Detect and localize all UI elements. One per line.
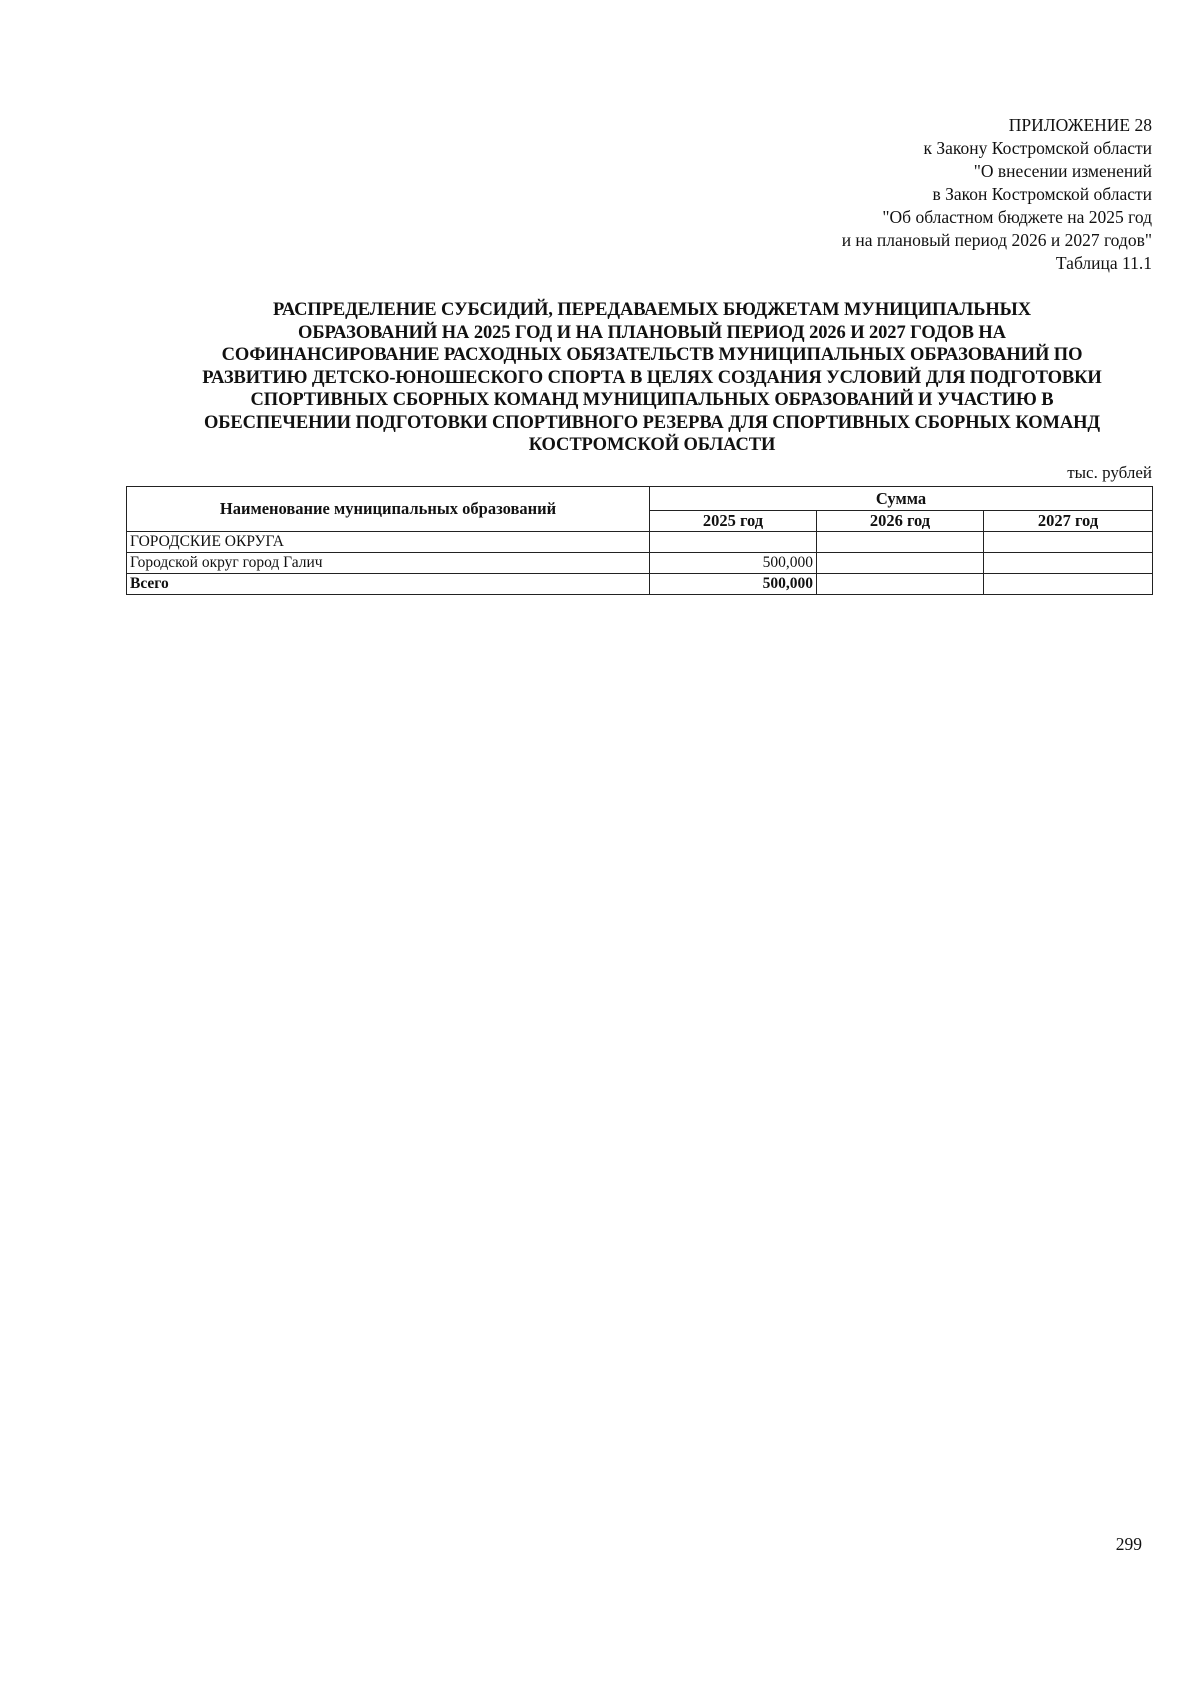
total-2026-cell [817,574,984,595]
table-row [127,553,1153,574]
value-2025-cell [650,532,817,553]
appendix-line: и на плановый период 2026 и 2027 годов" [841,230,1152,250]
title-line: РАЗВИТИЮ ДЕТСКО-ЮНОШЕСКОГО СПОРТА В ЦЕЛЯХ СОЗДАНИЯ УСЛОВИЙ ДЛЯ ПОДГОТОВКИ [202,367,1102,388]
appendix-line: к Закону Костромской области [923,138,1152,158]
value-2027-cell [984,532,1153,553]
appendix-line: "Об областном бюджете на 2025 год [882,207,1152,227]
sum-column-header: Сумма [650,487,1153,511]
total-label-cell: Всего [127,574,650,595]
value-2025-cell: 500,000 [650,553,817,574]
year-2025-header: 2025 год [650,511,817,532]
title-line: ОБРАЗОВАНИЙ НА 2025 ГОД И НА ПЛАНОВЫЙ ПЕРИОД 2026 И 2027 ГОДОВ НА [298,322,1006,343]
municipality-column-header: Наименование муниципальных образований [127,487,650,532]
year-2027-header: 2027 год [984,511,1153,532]
title-line: СОФИНАНСИРОВАНИЕ РАСХОДНЫХ ОБЯЗАТЕЛЬСТВ МУНИЦИПАЛЬНЫХ ОБРАЗОВАНИЙ ПО [221,345,1083,365]
total-2027-cell [984,574,1153,595]
subsidies-table [126,486,1153,595]
document-title [120,299,1184,457]
table-total-row [127,574,1153,595]
title-line: КОСТРОМСКОЙ ОБЛАСТИ [528,435,776,455]
table-number: Таблица 11.1 [1055,253,1152,273]
municipality-name-cell: Городской округ город Галич [127,553,650,574]
appendix-line: ПРИЛОЖЕНИЕ 28 [1008,115,1152,135]
page-number: 299 [1115,1534,1142,1554]
municipality-name-cell: ГОРОДСКИЕ ОКРУГА [127,532,650,553]
appendix-header [552,114,1152,275]
title-line: ОБЕСПЕЧЕНИИ ПОДГОТОВКИ СПОРТИВНОГО РЕЗЕРВА ДЛЯ СПОРТИВНЫХ СБОРНЫХ КОМАНД [203,412,1101,433]
value-2027-cell [984,553,1153,574]
appendix-line: в Закон Костромской области [932,184,1152,204]
table-header-row [127,487,1153,511]
table-row [127,532,1153,553]
units-label: тыс. рублей [1067,463,1152,482]
title-line: СПОРТИВНЫХ СБОРНЫХ КОМАНД МУНИЦИПАЛЬНЫХ ОБРАЗОВАНИЙ И УЧАСТИЮ В [250,390,1054,410]
title-line: РАСПРЕДЕЛЕНИЕ СУБСИДИЙ, ПЕРЕДАВАЕМЫХ БЮДЖЕТАМ МУНИЦИПАЛЬНЫХ [273,300,1031,320]
total-2025-cell: 500,000 [650,574,817,595]
value-2026-cell [817,532,984,553]
appendix-line: "О внесении изменений [973,161,1152,181]
value-2026-cell [817,553,984,574]
year-2026-header: 2026 год [817,511,984,532]
